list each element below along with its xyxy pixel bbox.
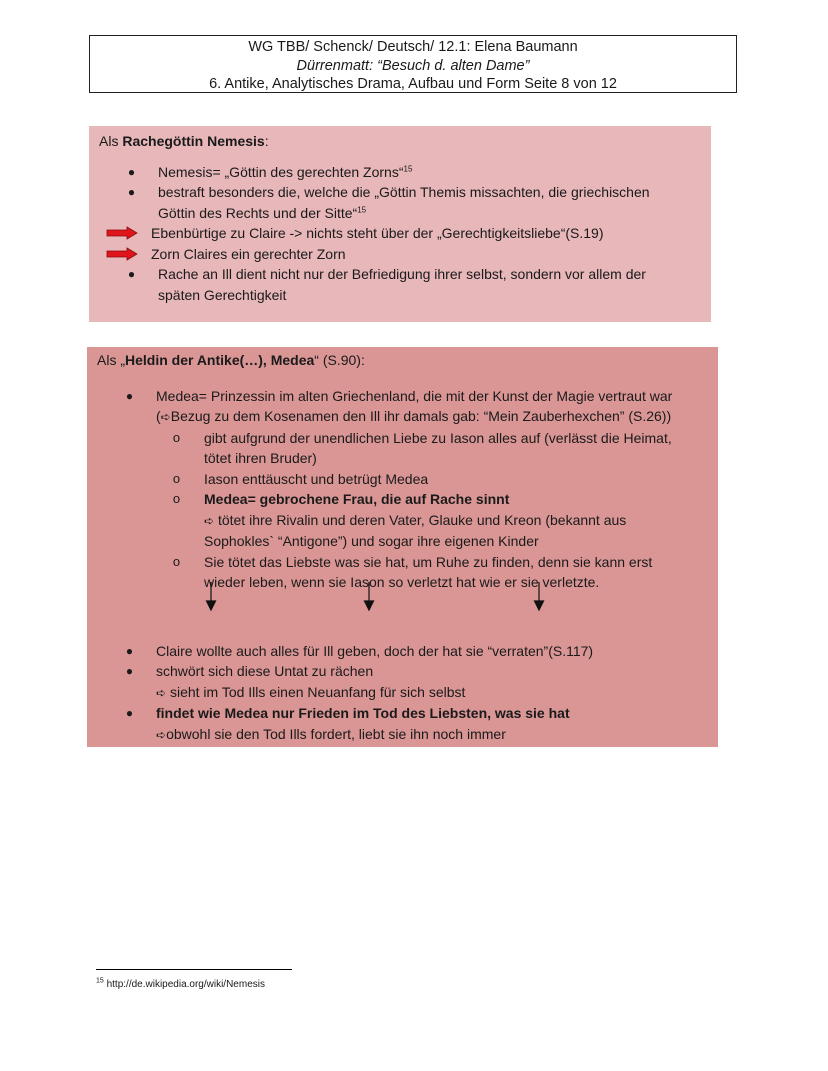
list-item: ● Medea= Prinzessin im alten Griechenland, die mit der Kunst der Magie vertraut war (➪Bezug zu dem Kosenamen den Ill ihr damals gab: “Mein Zauberhexchen” (S.26))	[123, 386, 708, 428]
list-item: ● Rache an Ill dient nicht nur der Befriedigung ihrer selbst, sondern vor allem der späten Gerechtigkeit	[125, 264, 701, 305]
footnote-separator	[96, 969, 292, 970]
circle-bullet-icon: o	[172, 553, 181, 569]
bullet-icon: ●	[125, 643, 134, 658]
sub-list-item: o Iason enttäuscht und betrügt Medea	[170, 469, 708, 490]
footnote-number: 15	[96, 977, 104, 985]
circle-bullet-icon: o	[172, 491, 181, 506]
footnote	[96, 978, 265, 991]
medea-box	[87, 347, 718, 747]
header-line-2: Dürrenmatt: “Besuch d. alten Dame”	[296, 57, 530, 74]
down-arrow-icon	[207, 582, 216, 610]
circle-bullet-icon: o	[172, 429, 181, 445]
bullet-icon: ●	[125, 664, 134, 678]
sub-list-item: o gibt aufgrund der unendlichen Liebe zu Iason alles auf (verlässt die Heimat, tötet ihren Bruder)	[170, 428, 708, 469]
circle-bullet-icon: o	[172, 470, 181, 486]
list-item: Zorn Claires ein gerechter Zorn	[106, 244, 701, 265]
list-item: Ebenbürtige zu Claire -> nichts steht über der „Gerechtigkeitsliebe“(S.19)	[106, 223, 701, 244]
bullet-icon: ●	[125, 388, 134, 403]
pointing-hand-icon: ➪	[156, 727, 167, 742]
list-item: ● Claire wollte auch alles für Ill geben, doch der hat sie “verraten”(S.117)	[123, 641, 708, 662]
bullet-icon: ●	[127, 185, 136, 199]
list-item: ● Nemesis= „Göttin des gerechten Zorns“$^{15}$	[125, 162, 701, 183]
list-item: ● bestraft besonders die, welche die „Göttin Themis missachten, die griechischen Göttin des Rechts und der Sitte“$^{15}$	[125, 182, 701, 223]
nemesis-box	[89, 126, 711, 322]
nemesis-heading: Als Rachegöttin Nemesis:	[99, 133, 269, 149]
red-arrow-icon	[106, 223, 140, 243]
footnote-link[interactable]: http://de.wikipedia.org/wiki/Nemesis	[106, 979, 265, 990]
down-arrow-icon	[535, 582, 544, 610]
sub-list-item: o Sie tötet das Liebste was sie hat, um Ruhe zu finden, denn sie kann erst wieder leben, wenn sie Iason so verletzt hat wie er sie verletzte.	[170, 552, 708, 593]
sub-list-item: o Medea= gebrochene Frau, die auf Rache sinnt ➪ tötet ihre Rivalin und deren Vater, Glauke und Kreon (bekannt aus Sophokles` “Antigone”) und sogar ihre eigenen Kinder	[170, 489, 708, 552]
medea-heading: Als „Heldin der Antike(…), Medea“ (S.90):	[97, 352, 365, 368]
pointing-hand-icon: ➪	[160, 410, 171, 424]
bullet-icon: ●	[127, 164, 136, 179]
pointing-hand-icon: ➪	[156, 685, 167, 700]
bullet-icon: ●	[127, 267, 136, 281]
down-arrow-icon	[365, 582, 374, 610]
list-item: ● findet wie Medea nur Frieden im Tod des Liebsten, was sie hat ➪obwohl sie den Tod Ills fordert, liebt sie ihn noch immer	[123, 703, 708, 745]
header-line-3: 6. Antike, Analytisches Drama, Aufbau und Form Seite 8 von 12	[209, 76, 617, 92]
header-line-1: WG TBB/ Schenck/ Deutsch/ 12.1: Elena Baumann	[248, 39, 578, 55]
down-arrows-annotation	[87, 582, 718, 612]
bullet-icon: ●	[125, 706, 134, 720]
list-item: ● schwört sich diese Untat zu rächen ➪ sieht im Tod Ills einen Neuanfang für sich selbst	[123, 661, 708, 703]
document-header	[89, 35, 737, 93]
pointing-hand-icon: ➪	[204, 513, 215, 528]
red-arrow-icon	[106, 244, 140, 264]
